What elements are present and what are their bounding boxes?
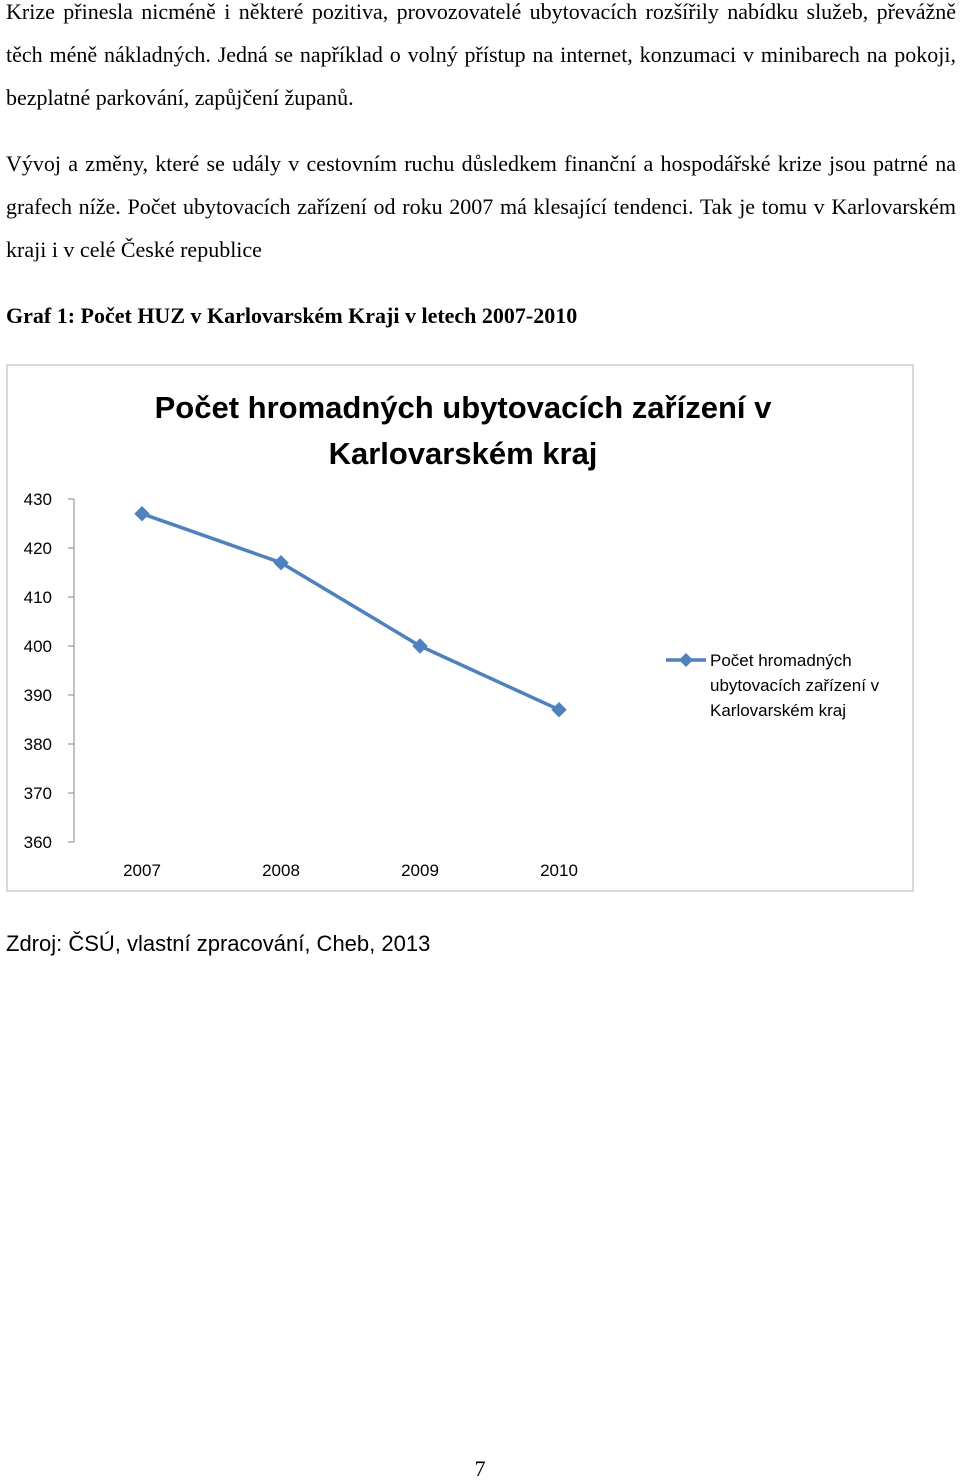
page-number: 7 bbox=[474, 1456, 486, 1481]
chart-title-line-1: Počet hromadných ubytovacích zařízení v bbox=[154, 390, 772, 425]
data-point-marker bbox=[552, 703, 566, 717]
legend-marker-swatch bbox=[679, 653, 693, 667]
paragraph-crisis-positives: Krize přinesla nicméně i některé pozitiva, provozovatelé ubytovacích rozšířily nabídku služeb, převážně těch méně nákladných. Jedná se například o volný přístup na internet, konzumaci v minibarech na pokoji, bezplatné parkování, zapůjčení županů. bbox=[6, 0, 956, 110]
y-tick-label: 370 bbox=[23, 784, 52, 803]
y-tick-label: 360 bbox=[23, 833, 52, 852]
y-tick-label: 390 bbox=[23, 686, 52, 705]
x-tick-label: 2008 bbox=[262, 861, 300, 880]
x-tick-label: 2009 bbox=[401, 861, 439, 880]
y-tick-label: 420 bbox=[23, 539, 52, 558]
source-note: Zdroj: ČSÚ, vlastní zpracování, Cheb, 2013 bbox=[6, 931, 431, 956]
legend-label-line: ubytovacích zařízení v bbox=[710, 676, 880, 695]
line-chart-svg bbox=[8, 366, 916, 894]
legend-label-line: Karlovarském kraj bbox=[710, 701, 847, 720]
series-line bbox=[142, 514, 559, 710]
y-axis-ticks bbox=[24, 490, 74, 852]
chart-title-line-2: Karlovarském kraj bbox=[328, 436, 598, 471]
line-chart bbox=[6, 364, 914, 892]
y-tick-label: 400 bbox=[23, 637, 52, 656]
legend-label-line: Počet hromadných bbox=[710, 651, 852, 670]
figure-caption: Graf 1: Počet HUZ v Karlovarském Kraji v letech 2007-2010 bbox=[6, 303, 578, 328]
y-tick-label: 430 bbox=[23, 490, 52, 509]
y-tick-label: 380 bbox=[23, 735, 52, 754]
data-point-marker bbox=[135, 507, 149, 521]
series-group bbox=[135, 507, 566, 717]
chart-legend bbox=[666, 651, 880, 720]
y-tick-label: 410 bbox=[23, 588, 52, 607]
x-axis-labels bbox=[123, 861, 578, 880]
x-tick-label: 2010 bbox=[540, 861, 578, 880]
paragraph-crisis-impact: Vývoj a změny, které se udály v cestovním ruchu důsledkem finanční a hospodářské krize jsou patrné na grafech níže. Počet ubytovacích zařízení od roku 2007 má klesající tendenci. Tak je tomu v Karlovarském kraji i v celé České republice bbox=[6, 151, 956, 262]
x-tick-label: 2007 bbox=[123, 861, 161, 880]
